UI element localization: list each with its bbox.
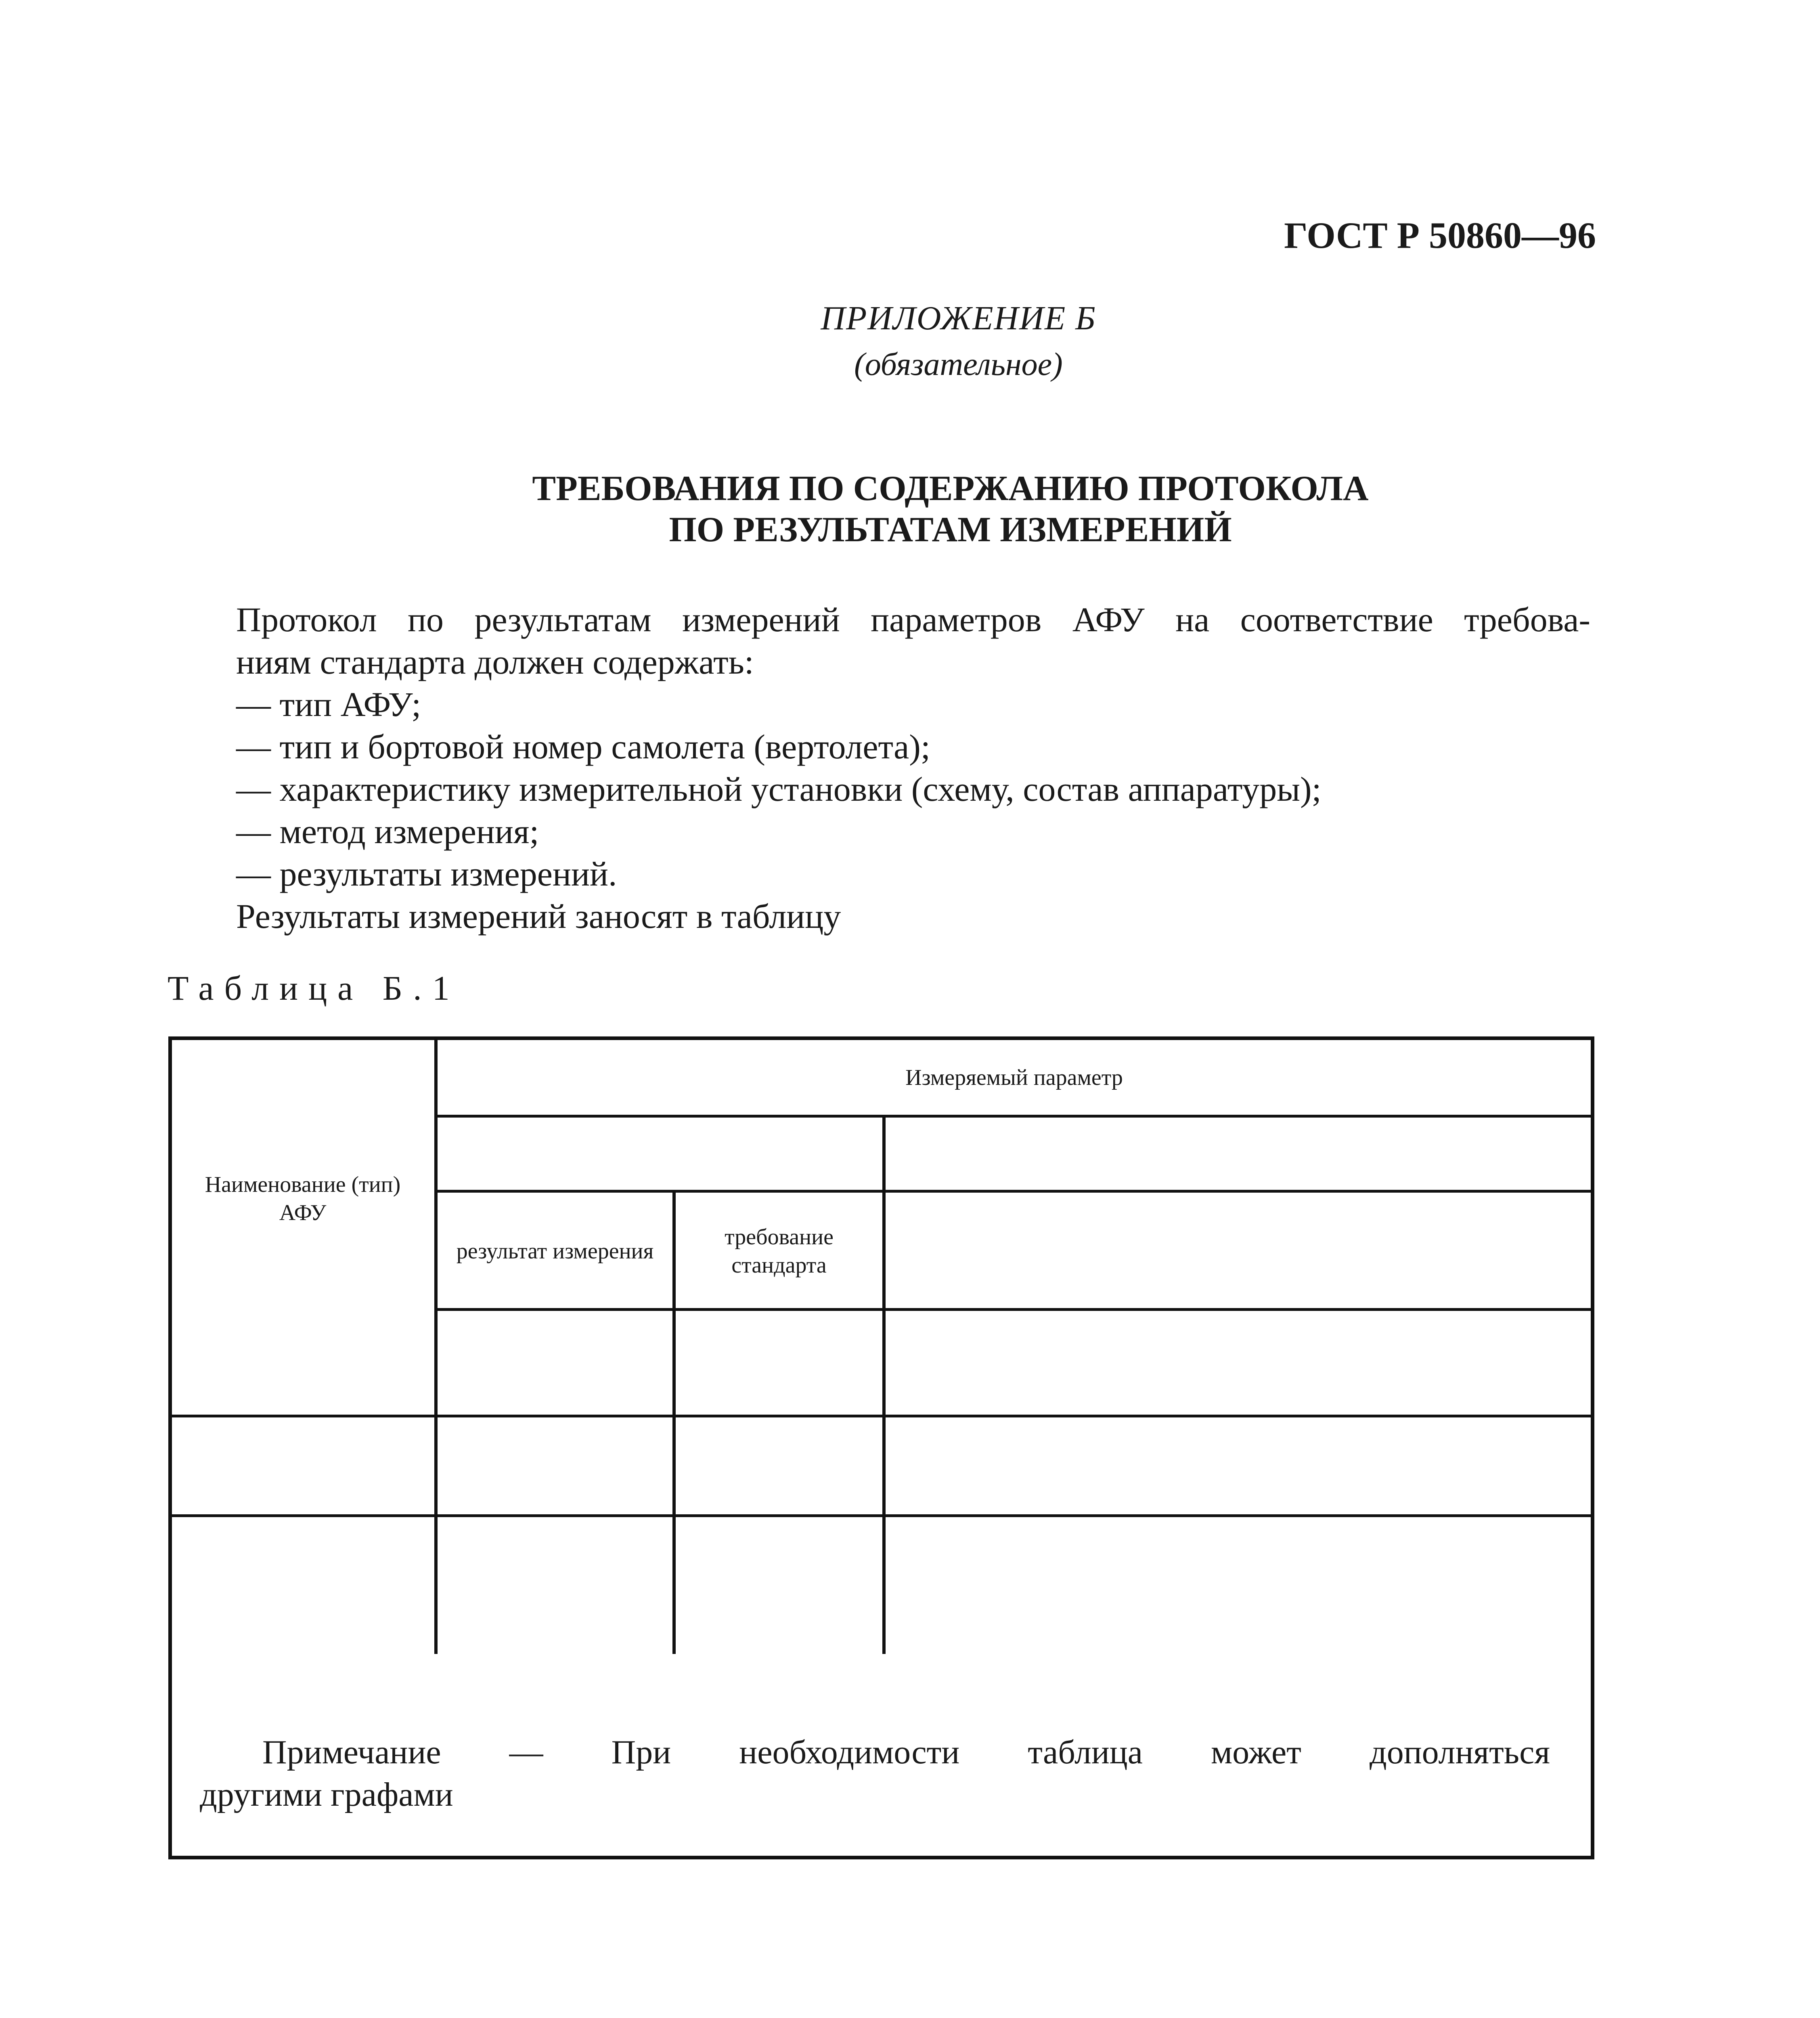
section-title-line-2: ПО РЕЗУЛЬТАТАМ ИЗМЕРЕНИЙ — [669, 510, 1232, 549]
list-item: — тип и бортовой номер самолета (вертолета); — [236, 727, 930, 766]
table-divider-col-2 — [672, 1191, 676, 1654]
group-header-measured-parameter: Измеряемый параметр — [905, 1065, 1123, 1090]
closing-sentence: Результаты измерений заносят в таблицу — [236, 897, 841, 936]
list-item: — характеристику измерительной установки (схему, состав аппаратуры); — [236, 770, 1322, 808]
table-note-line-2: другими графами — [200, 1776, 453, 1813]
column-header-measurement-result: результат измерения — [456, 1239, 654, 1264]
table-divider-row-2 — [434, 1190, 1594, 1193]
list-item: — тип АФУ; — [236, 685, 421, 724]
document-number: ГОСТ Р 50860—96 — [1284, 215, 1596, 256]
table-border-right — [1591, 1036, 1594, 1859]
intro-paragraph-line-1: Протокол по результатам измерений параметров АФУ на соответствие требова- — [236, 600, 1590, 639]
table-divider-row-4 — [168, 1415, 1594, 1417]
table-divider-col-3 — [882, 1116, 886, 1654]
table-border-bottom — [168, 1856, 1594, 1859]
table-note-line-1: Примечание — При необходимости таблица может дополняться — [262, 1733, 1550, 1771]
table-divider-col-1 — [434, 1036, 438, 1654]
list-item: — результаты измерений. — [236, 854, 617, 893]
table-border-top — [168, 1036, 1594, 1040]
table-divider-row-5 — [168, 1514, 1594, 1517]
intro-paragraph-line-2: ниям стандарта должен содержать: — [236, 643, 754, 681]
table-divider-row-3 — [434, 1308, 1594, 1311]
column-header-standard-requirement: требование стандарта — [725, 1225, 834, 1278]
list-item: — метод измерения; — [236, 812, 539, 851]
appendix-subtitle: (обязательное) — [854, 347, 1063, 382]
column-header-afu-name: Наименование (тип) АФУ — [205, 1172, 401, 1225]
appendix-title: ПРИЛОЖЕНИЕ Б — [821, 299, 1096, 337]
table-caption: Таблица Б.1 — [168, 969, 460, 1007]
table-border-left — [168, 1036, 172, 1859]
table-divider-row-1 — [434, 1115, 1594, 1118]
section-title-line-1: ТРЕБОВАНИЯ ПО СОДЕРЖАНИЮ ПРОТОКОЛА — [532, 469, 1369, 508]
